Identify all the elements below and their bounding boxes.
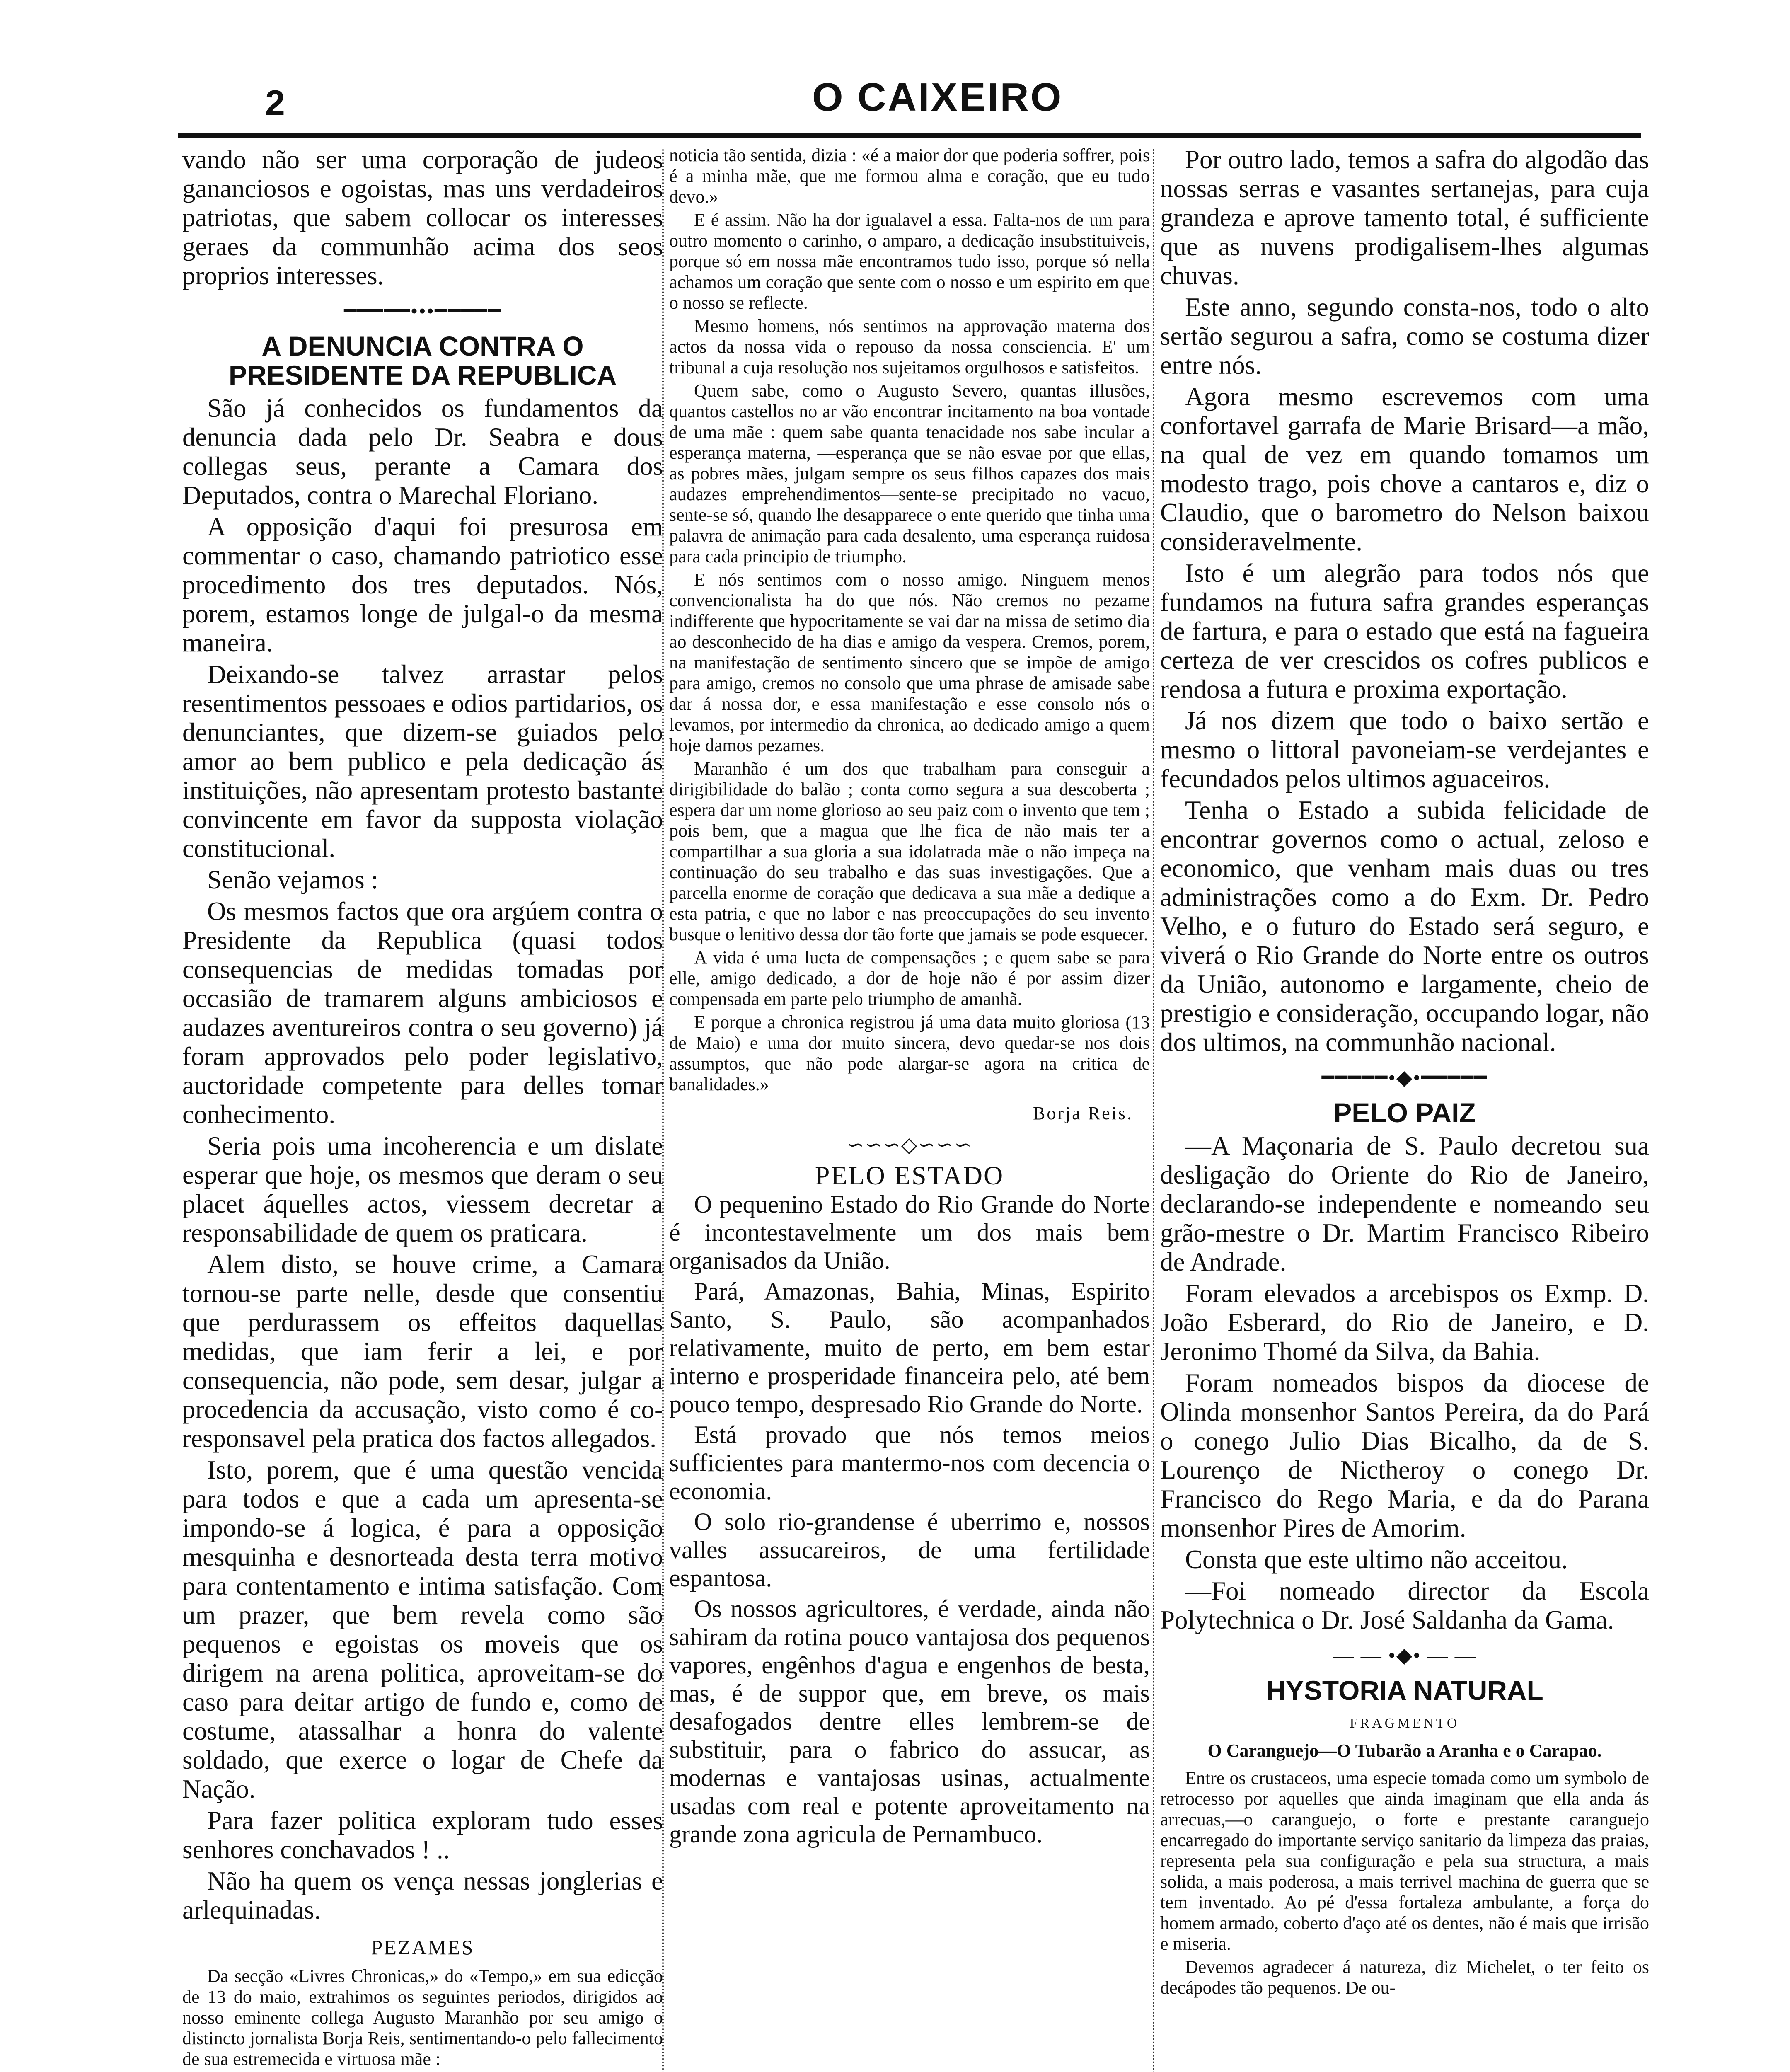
paragraph: noticia tão sentida, dizia : «é a maior dor que poderia soffrer, pois é a minha mãe, que me formou alma e coração, que eu tudo devo.» [669,145,1150,207]
pelo-estado-heading: PELO ESTADO [815,1161,1004,1190]
paragraph: Não ha quem os vença nessas jonglerias e arlequinadas. [182,1866,663,1924]
paragraph: Por outro lado, temos a safra do algodão das nossas serras e vasantes sertanejas, para cuja grandeza e aprove tamento total, é sufficiente que as nuvens prodigalisem-lhes algumas chuvas. [1160,145,1649,290]
paragraph: O pequenino Estado do Rio Grande do Norte é incontestavelmente um dos mais bem organisados da União. [669,1191,1150,1274]
paragraph: Tenha o Estado a subida felicidade de encontrar governos como o actual, zeloso e economico, que venham mais duas ou tres administrações como a do Exm. Dr. Pedro Velho, e o futuro do Estado será seguro, e viverá o Rio Grande do Norte entre os outros da União, autonomo e largamente, cheio de prestigio e consideração, occupando logar, não dos ultimos, na communhão nacional. [1160,796,1649,1057]
fragment-label: FRAGMENTO [1350,1716,1460,1731]
paragraph: Da secção «Livres Chronicas,» do «Tempo,» em sua edicção de 13 do maio, extrahimos os seguintes periodos, dirigidos ao nosso eminente collega Augusto Maranhão por seu amigo o distincto jornalista Borja Reis, sentimentando-o pelo fallecimento de sua estremecida e virtuosa mãe : [182,1966,663,2069]
column-1 [182,145,663,2072]
paragraph: Foram nomeados bispos da diocese de Olinda monsenhor Santos Pereira, da do Pará o conego Julio Dias Bicalho, da de S. Lourenço de Nictheroy o conego Dr. Francisco do Rego Maria, e da do Parana monsenhor Pires de Amorim. [1160,1368,1649,1542]
paragraph: Para fazer politica exploram tudo esses senhores conchavados ! .. [182,1806,663,1864]
paragraph: Quem sabe, como o Augusto Severo, quantas illusões, quantos castellos no ar vão encontrar incitamento na boa vontade de uma mãe : quem sabe quanta tenacidade nos sabe incular a esperança materna, —esperança que se não esvae por que ellas, as pobres mães, julgam sempre os seus filhos capazes dos mais audazes emprehendimentos—sente-se precipitado no vacuo, sente-se só, quando lhe desapparece o ente querido que tinha uma palavra de animação para cada desalento, uma esperança ruidosa para cada principio de triumpho. [669,380,1150,566]
paragraph: Isto, porem, que é uma questão vencida para todos e que a cada um apresenta-se impondo-se á logica, é para a opposição mesquinha e desnorteada desta terra motivo para contentamento e intima satisfação. Com um prazer, que bem revela como são pequenos e egoistas os moveis que os dirigem na arena politica, aproveitam-se do caso para deitar artigo de fundo e, como de costume, atassalhar a honra do valente soldado, que exerce o logar de Chefe da Nação. [182,1455,663,1803]
paragraph: Pará, Amazonas, Bahia, Minas, Espirito Santo, S. Paulo, são acompanhados relativamente, muito de perto, em bem estar interno e prosperidade financeira pelo, até bem pouco tempo, despresado Rio Grande do Norte. [669,1278,1150,1418]
column-divider [1153,149,1157,2072]
paragraph: Maranhão é um dos que trabalham para conseguir a dirigibilidade do balão ; conta como segura a sua descoberta ; espera dar um nome glorioso ao seu paiz com o invento que tem ; pois bem, que a magua que lhe fica de não mais ter a compartilhar a sua gloria a sua idolatrada mãe o não impeça na continuação do seu trabalho e das suas investigações. Que a parcella enorme de coração que dedicava a sua mãe a dedique a esta patria, e que no labor e nas preoccupações do seu invento busque o lenitivo dessa dor tão forte que jamais se pode esquecer. [669,758,1150,944]
paragraph: Seria pois uma incoherencia e um dislate esperar que hoje, os mesmos que deram o seu placet áquelles actos, viessem decretar a responsabilidade de quem os praticara. [182,1131,663,1247]
paragraph: Mesmo homens, nós sentimos na approvação materna dos actos da nossa vida o repouso da nossa consciencia. E' um tribunal a cuja resolução nos sujeitamos orgulhosos e satisfeitos. [669,316,1150,378]
paragraph: Entre os crustaceos, uma especie tomada como um symbolo de retrocesso por aquelles que ainda imaginam que ella anda ás arrecuas,—o caranguejo, o forte e prestante caranguejo encarregado do importante serviço sanitario da limpeza das praias, representa pela sua configuração e pela sua structura, a mais solida, a mais poderosa, a mais terrivel machina de guerra que se tem inventado. Ao pé d'essa fortaleza ambulante, a força do homem armado, coberto d'aço até os dentes, não é mais que irrisão e miseria. [1160,1768,1649,1954]
header-rule [178,133,1641,138]
masthead: O CAIXEIRO [812,75,1063,119]
article-subtitle: O Caranguejo—O Tubarão a Aranha e o Carapao. [1207,1740,1602,1761]
paragraph: Está provado que nós temos meios sufficientes para mantermo-nos com decencia o economia. [669,1421,1150,1505]
author-signature: Borja Reis. [1033,1103,1133,1123]
paragraph: Consta que este ultimo não acceitou. [1185,1545,1568,1574]
article-continuation: vando não ser uma corporação de judeos gananciosos e ogoistas, mas uns verdadeiros patriotas, que sabem collocar os interesses geraes da communhão acima dos seos proprios interesses. [182,145,663,290]
paragraph: —Foi nomeado director da Escola Polytechnica o Dr. José Saldanha da Gama. [1160,1576,1649,1634]
pezames-heading: PEZAMES [371,1936,474,1959]
paragraph: E nós sentimos com o nosso amigo. Ninguem menos convencionalista ha do que nós. Não cremos no pezame indifferente que hypocritamente se vai dar na missa de setimo dia ao desconhecido de ha dias e amigo da vespera. Cremos, porem, na manifestação de sentimento sincero que se impõe de amigo para amigo, cremos no consolo que uma phrase de amisade sabe dar á nossa dor, e essa manifestação e esse consolo nós o levamos, por intermedio da chronica, ao dedicado amigo a quem hoje damos pezames. [669,569,1150,755]
paragraph: Devemos agradecer á natureza, diz Michelet, o ter feito os decápodes tão pequenos. De ou- [1160,1957,1649,1998]
paragraph: A opposição d'aqui foi presurosa em commentar o caso, chamando patriotico esse procedimento dos tres deputados. Nós, porem, estamos longe de julgal-o da mesma maneira. [182,512,663,657]
paragraph: Alem disto, se houve crime, a Camara tornou-se parte nelle, desde que consentiu que perdurassem os effeitos daquellas medidas, que iam ferir a lei, e por consequencia, não pode, sem desar, julgar a procedencia da accusação, visto como é co-responsavel pela pratica dos factos allegados. [182,1250,663,1453]
paragraph: Senão vejamos : [207,865,378,894]
paragraph: E é assim. Não ha dor igualavel a essa. Falta-nos de um para outro momento o carinho, o amparo, a dedicação insubstituiveis, porque só em nossa mãe encontramos tudo isso, porque só nella achamos um coração que sente com o nosso e um espirito em que o nosso se reflecte. [669,210,1150,313]
paragraph: Já nos dizem que todo o baixo sertão e mesmo o littoral pavoneiam-se verdejantes e fecundados pelos ultimos aguaceiros. [1160,706,1649,793]
column-2 [669,145,1150,1851]
column-3 [1160,145,1649,2001]
paragraph: Agora mesmo escrevemos com uma confortavel garrafa de Marie Brisard—a mão, na qual de vez em quando tomamos um modesto trago, pois chove a cantaros e, diz o Claudio, que o barometro do Nelson baixou consideravelmente. [1160,382,1649,556]
paragraph: A vida é uma lucta de compensações ; e quem sabe se para elle, amigo dedicado, a dor de hoje não é por assim dizer compensada em parte pelo triumpho de amanhã. [669,947,1150,1009]
paragraph: São já conhecidos os fundamentos da denuncia dada pelo Dr. Seabra e dous collegas seus, perante a Camara dos Deputados, contra o Marechal Floriano. [182,394,663,510]
paragraph: —A Maçonaria de S. Paulo decretou sua desligação do Oriente do Rio de Janeiro, declarando-se independente e nomeando seu grão-mestre o Dr. Martim Francisco Ribeiro de Andrade. [1160,1131,1649,1276]
paragraph: Os mesmos factos que ora argúem contra o Presidente da Republica (quasi todos consequencias de medidas tomadas por occasião de tramarem alguns ambiciosos e audazes aventureiros contra o seu governo) já foram approvados pelo poder legislativo, auctoridade competente para delles tomar conhecimento. [182,897,663,1129]
paragraph: Este anno, segundo consta-nos, todo o alto sertão segurou a safra, como se costuma dizer entre nós. [1160,293,1649,380]
paragraph: Foram elevados a arcebispos os Exmp. D. João Esberard, do Rio de Janeiro, e D. Jeronimo Thomé da Silva, da Bahia. [1160,1279,1649,1366]
separator: ∽∽∽◇∽∽∽ [847,1133,972,1156]
page-number: 2 [265,83,285,123]
paragraph: Deixando-se talvez arrastar pelos resentimentos pessoaes e odios partidarios, os denunciantes, que dizem-se guiados pelo amor ao bem publico e pela dedicação ás instituições, não apresentam protesto bastante convincente em favor da supposta violação constitucional. [182,660,663,863]
pelo-paiz-heading: PELO PAIZ [1333,1097,1476,1128]
paragraph: O solo rio-grandense é uberrimo e, nossos valles assucareiros, de uma fertilidade espantosa. [669,1508,1150,1592]
separator: ━━━━━•◆•━━━━━ [1321,1066,1488,1089]
article-heading: A DENUNCIA CONTRA O PRESIDENTE DA REPUBLICA [228,331,617,390]
paragraph: Isto é um alegrão para todos nós que fundamos na futura safra grandes esperanças de fartura, e para o estado que está na fagueira certeza de ver crescidos os cofres publicos e rendosa a futura e proxima exportação. [1160,559,1649,704]
paragraph: E porque a chronica registrou já uma data muito gloriosa (13 de Maio) e uma dor muito sincera, devo quedar-se nos dois assumptos, que não pode alargar-se agora na critica de banalidades.» [669,1012,1150,1094]
separator: — — •◆• — — [1333,1644,1476,1667]
hystoria-natural-heading: HYSTORIA NATURAL [1266,1675,1543,1706]
paragraph: Os nossos agricultores, é verdade, ainda não sahiram da rotina pouco vantajosa dos pequenos vapores, engênhos d'agua e engenhos de besta, mas, é de suppor que, em breve, os mais desafogados dentre elles lembrem-se de substituir, para o fabrico do assucar, as modernas e vantajosas usinas, actualmente usadas com real e potente aproveitamento na grande zona agricula de Pernambuco. [669,1595,1150,1848]
separator: ━━━━━•••━━━━━ [344,299,501,322]
